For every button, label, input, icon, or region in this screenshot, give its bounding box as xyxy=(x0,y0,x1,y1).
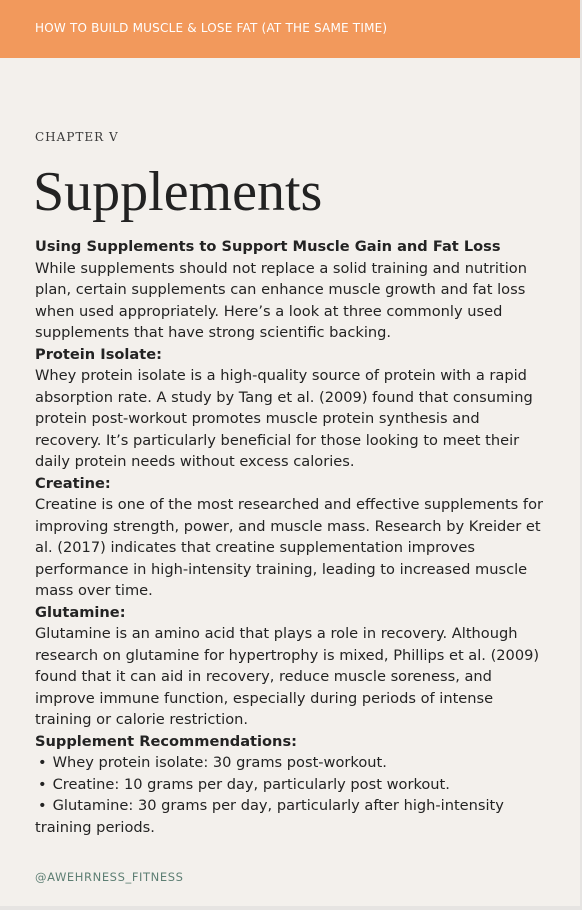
chapter-label: CHAPTER V xyxy=(35,130,119,144)
bullet-icon: • xyxy=(38,797,47,814)
recommendations-list xyxy=(35,752,547,838)
recommendation-text: Glutamine: 30 grams per day, particularly after high-intensity training periods. xyxy=(35,797,504,836)
section-heading-glutamine: Glutamine: xyxy=(35,603,126,621)
intro-heading: Using Supplements to Support Muscle Gain and Fat Loss xyxy=(35,238,501,255)
top-banner xyxy=(0,0,580,58)
section-paragraph-creatine: Creatine is one of the most researched and effective supplements for improving strength, power, and muscle mass. Research by Kreider et al. (2017) indicates that creatine supplementation improves performance in high-intensity training, leading to increased muscle mass over time. xyxy=(35,496,543,599)
list-item xyxy=(35,774,547,796)
list-item xyxy=(35,752,547,774)
bullet-icon: • xyxy=(38,775,47,793)
list-item xyxy=(35,795,547,838)
section-paragraph-glutamine: Glutamine is an amino acid that plays a role in recovery. Although research on glutamine for hypertrophy is mixed, Phillips et al. (2009) found that it can aid in recovery, reduce muscle soreness, and improve immune function, especially during periods of intense training or calorie restriction. xyxy=(35,625,540,728)
section-heading-protein-isolate: Protein Isolate: xyxy=(35,345,162,363)
section-heading-creatine: Creatine: xyxy=(35,474,111,492)
footer-handle: @AWEHRNESS_FITNESS xyxy=(35,870,184,884)
recommendation-text: Whey protein isolate: 30 grams post-workout. xyxy=(52,754,387,771)
intro-paragraph: While supplements should not replace a solid training and nutrition plan, certain supplements can enhance muscle growth and fat loss when used appropriately. Here’s a look at three commonly used supplements that have strong scientific backing. xyxy=(35,259,527,341)
page-title: Supplements xyxy=(33,161,323,223)
bullet-icon: • xyxy=(38,754,47,771)
recommendation-text: Creatine: 10 grams per day, particularly post workout. xyxy=(52,775,450,793)
section-paragraph-protein-isolate: Whey protein isolate is a high-quality source of protein with a rapid absorption rate. A study by Tang et al. (2009) found that consuming protein post-workout promotes muscle protein synthesis and recovery. It’s particularly beneficial for those looking to meet their daily protein needs without excess calories. xyxy=(35,367,533,470)
recommendations-heading: Supplement Recommendations: xyxy=(35,732,297,750)
banner-title: HOW TO BUILD MUSCLE & LOSE FAT (AT THE SAME TIME) xyxy=(35,21,388,35)
content-body xyxy=(35,236,547,838)
